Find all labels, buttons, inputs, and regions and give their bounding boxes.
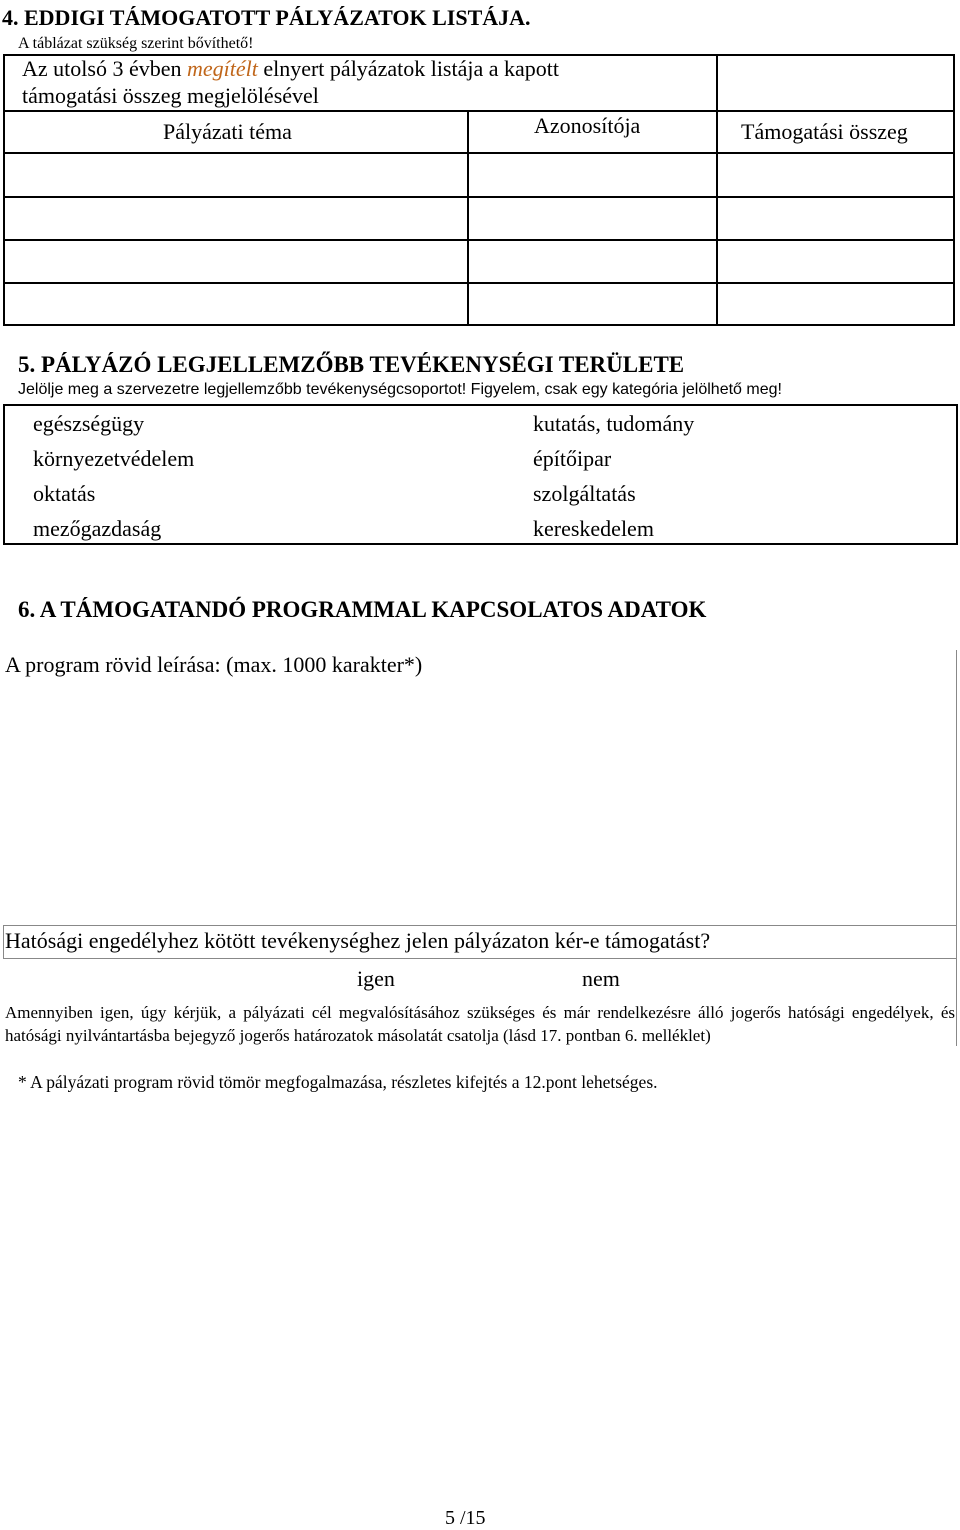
cell-amount-row-3[interactable] [719,242,951,280]
column-header-topic: Pályázati téma [163,119,292,144]
permit-question: Hatósági engedélyhez kötött tevékenységhez jelen pályázaton kér-e támogatást? [5,928,711,953]
option-yes[interactable]: igen [357,966,395,991]
section-5-title: 5. PÁLYÁZÓ LEGJELLEMZŐBB TEVÉKENYSÉGI TERÜLETE [18,352,685,377]
cell-topic-row-3[interactable] [6,242,465,280]
section-4-note: A táblázat szükség szerint bővíthető! [18,35,254,52]
cell-topic-row-4[interactable] [6,285,465,323]
section-4-title: 4. EDDIGI TÁMOGATOTT PÁLYÁZATOK LISTÁJA. [2,5,531,30]
option-construction[interactable]: építőipar [533,446,612,471]
cell-topic-row-1[interactable] [6,155,465,194]
intro-text-rest: elnyert pályázatok listája a kapott [257,56,560,81]
cell-amount-row-4[interactable] [719,285,951,323]
table-intro-line-1 [22,56,559,82]
cell-amount-row-2[interactable] [719,199,951,237]
column-header-amount: Támogatási összeg [741,119,908,144]
cell-id-row-4[interactable] [470,285,714,323]
option-education[interactable]: oktatás [33,481,96,506]
cell-id-row-3[interactable] [470,242,714,280]
option-environment[interactable]: környezetvédelem [33,446,195,471]
intro-text: Az utolsó 3 évben [22,56,187,81]
highlighted-word: megítélt [186,56,258,81]
option-research[interactable]: kutatás, tudomány [533,411,695,436]
option-no[interactable]: nem [582,966,620,991]
footnote: * A pályázati program rövid tömör megfogalmazása, részletes kifejtés a 12.pont lehetséges. [18,1072,658,1092]
option-trade[interactable]: kereskedelem [533,516,654,541]
option-services[interactable]: szolgáltatás [533,481,636,506]
cell-amount-row-1[interactable] [719,155,951,194]
section-5-instruction: Jelölje meg a szervezetre legjellemzőbb tevékenységcsoportot! Figyelem, csak egy kategória jelölhető meg! [18,381,782,398]
permit-note: Amennyiben igen, úgy kérjük, a pályázati cél megvalósításához szükséges és már rendelkezésre álló jogerős hatósági engedélyek, és hatósági nyilvántartásba bejegyző jogerős határozatok másolatát csatolja (lásd 17. pontban 6. melléklet) [5,1003,955,1045]
cell-id-row-1[interactable] [470,155,714,194]
description-label: A program rövid leírása: (max. 1000 karakter*) [5,652,423,677]
option-agriculture[interactable]: mezőgazdaság [33,516,162,541]
column-header-id: Azonosítója [534,113,641,138]
description-field[interactable] [5,682,953,922]
cell-topic-row-2[interactable] [6,199,465,237]
table-intro-line-2: támogatási összeg megjelölésével [22,83,319,108]
page-number: 5 /15 [445,1507,486,1529]
cell-id-row-2[interactable] [470,199,714,237]
option-health[interactable]: egészségügy [33,411,145,436]
section-6-title: 6. A TÁMOGATANDÓ PROGRAMMAL KAPCSOLATOS ADATOK [18,597,707,622]
